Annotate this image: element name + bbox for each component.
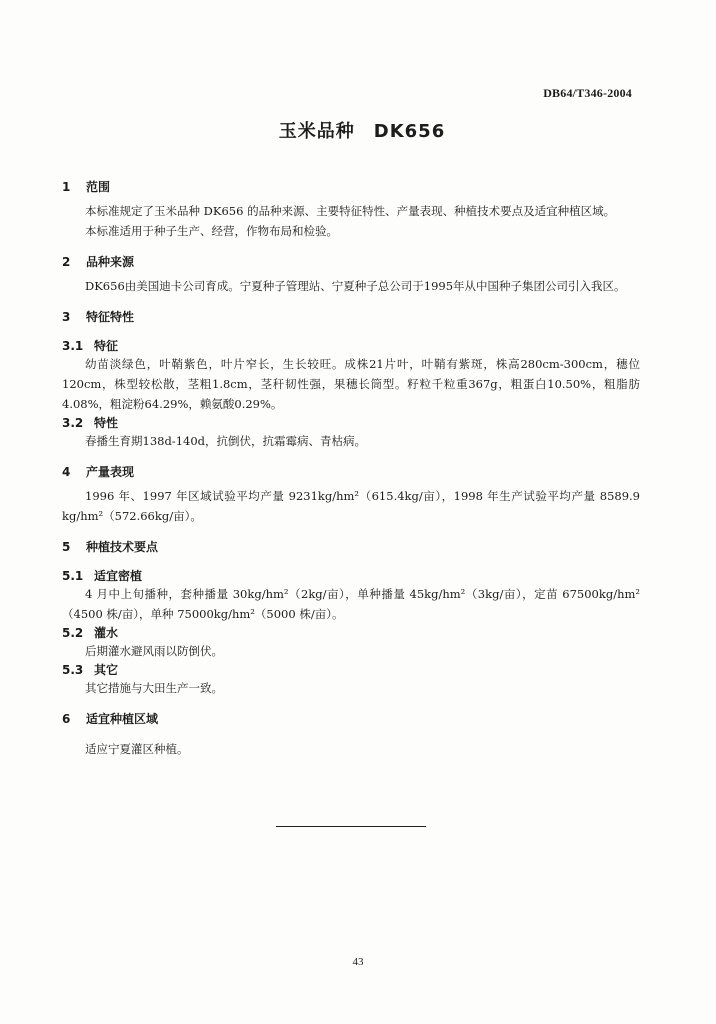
page-number: 43 <box>352 956 364 968</box>
section-title: 品种来源 <box>86 255 135 269</box>
section-1-paragraph-2: 本标准适用于种子生产、经营，作物布局和检验。 <box>85 224 338 238</box>
section-4-heading <box>62 463 640 480</box>
subsection-title: 灌水 <box>94 626 119 640</box>
subsection-title: 特性 <box>94 416 119 430</box>
section-number: 4 <box>62 465 71 479</box>
subsection-3-2-heading <box>62 414 640 431</box>
subsection-3-2-paragraph: 春播生育期138d-140d，抗倒伏，抗霜霉病、青枯病。 <box>85 434 367 448</box>
section-title: 范围 <box>86 180 111 194</box>
section-title: 适宜种植区域 <box>86 712 159 726</box>
subsection-5-1-heading <box>62 567 640 584</box>
section-6-heading <box>62 710 640 727</box>
subsection-5-1-paragraph: 4 月中上旬播种，套种播量 30kg/hm²（2kg/亩），单种播量 45kg/hm²（3kg/亩），定苗 67500kg/hm²（4500 株/亩），单种 75000kg/hm²（5000 株/亩）。 <box>62 587 640 621</box>
section-title: 特征特性 <box>86 310 135 324</box>
subsection-title: 其它 <box>94 663 119 677</box>
section-1-heading <box>62 178 640 195</box>
subsection-number: 5.2 <box>62 626 84 640</box>
section-number: 1 <box>62 180 71 194</box>
section-2-paragraph-1: DK656由美国迪卡公司育成。宁夏种子管理站、宁夏种子总公司于1995年从中国种子集团公司引入我区。 <box>85 279 626 293</box>
subsection-title: 特征 <box>94 339 119 353</box>
subsection-5-2-heading <box>62 624 640 641</box>
section-2-heading <box>62 253 640 270</box>
subsection-3-1-heading <box>62 337 640 354</box>
section-number: 5 <box>62 540 71 554</box>
section-number: 3 <box>62 310 71 324</box>
subsection-number: 5.1 <box>62 569 84 583</box>
subsection-5-3-paragraph: 其它措施与大田生产一致。 <box>85 681 223 695</box>
end-rule <box>276 826 426 827</box>
section-4-paragraph-1: 1996 年、1997 年区域试验平均产量 9231kg/hm²（615.4kg/亩），1998 年生产试验平均产量 8589.9 kg/hm²（572.66kg/亩）。 <box>62 489 640 523</box>
subsection-5-2-paragraph: 后期灌水避风雨以防倒伏。 <box>85 644 223 658</box>
standard-code: DB64/T346-2004 <box>543 86 632 100</box>
section-3-heading <box>62 308 640 325</box>
section-title: 种植技术要点 <box>86 540 159 554</box>
subsection-3-1-paragraph: 幼苗淡绿色，叶鞘紫色，叶片窄长，生长较旺。成株21片叶，叶鞘有紫斑，株高280cm-300cm，穗位120cm，株型较松散，茎粗1.8cm，茎秆韧性强，果穗长筒型。籽粒千粒重367g，粗蛋白10.50%，粗脂肪4.08%，粗淀粉64.29%，赖氨酸0.29%。 <box>62 357 640 411</box>
section-5-heading <box>62 538 640 555</box>
subsection-number: 3.2 <box>62 416 84 430</box>
section-number: 2 <box>62 255 71 269</box>
subsection-number: 5.3 <box>62 663 84 677</box>
section-number: 6 <box>62 712 71 726</box>
document-title: 玉米品种 DK656 <box>278 121 446 142</box>
section-6-paragraph-1: 适应宁夏灌区种植。 <box>85 742 189 756</box>
section-title: 产量表现 <box>86 465 135 479</box>
section-1-paragraph-1: 本标准规定了玉米品种 DK656 的品种来源、主要特征特性、产量表现、种植技术要点及适宜种植区域。 <box>85 204 616 218</box>
subsection-5-3-heading <box>62 661 640 678</box>
document-body <box>62 178 640 759</box>
subsection-title: 适宜密植 <box>94 569 143 583</box>
subsection-number: 3.1 <box>62 339 84 353</box>
